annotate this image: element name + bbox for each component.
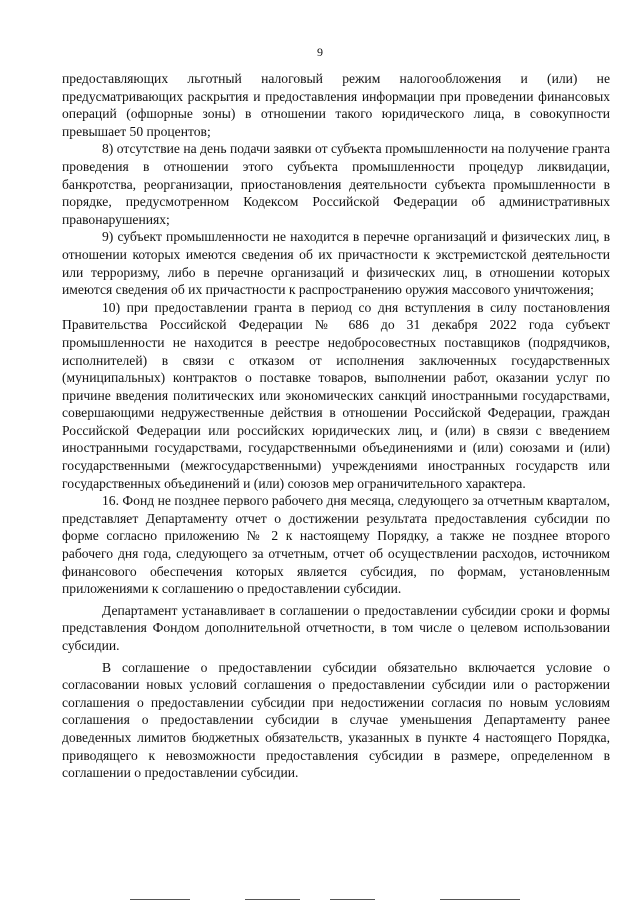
page-number: 9 [317,45,323,59]
paragraph-item-10: 10) при предоставлении гранта в период со дня вступления в силу постановления Правительства Российской Федерации № 686 до 31 декабря 2022 года субъект промышленности не находится в реестре недобросовестных поставщиков (подрядчиков, исполнителей) в связи с отказом от исполнения заключенных государственных (муниципальных) контрактов о поставке товаров, выполнении работ, оказании услуг по причине введения политических или экономических санкций иностранными государствами, совершающими недружественные действия в отношении Российской Федерации, граждан Российской Федерации или российских юридических лиц, и (или) в связи с введением иностранными государствами, государственными объединениями и (или) союзами и (или) государственными (межгосударственными) учреждениями иностранных государств или государственных объединений и (или) союзов мер ограничительного характера. [62,299,610,491]
scan-artifact-line [440,899,520,900]
scan-artifact-line [330,899,375,900]
paragraph-agreement-condition: В соглашение о предоставлении субсидии обязательно включается условие о согласовании новых условий соглашения о предоставлении субсидии или о расторжении соглашения о предоставлении субсидии при недостижении согласия по новым условиям соглашения о предоставлении субсидии в случае уменьшения Департаменту ранее доведенных лимитов бюджетных обязательств, указанных в пункте 4 настоящего Порядка, приводящего к невозможности предоставления субсидии в размере, определенном в соглашении о предоставлении субсидии. [62,659,610,781]
paragraph-department-reporting: Департамент устанавливает в соглашении о предоставлении субсидии сроки и формы представления Фондом дополнительной отчетности, в том числе о целевом использовании субсидии. [62,602,610,653]
scan-artifact-line [130,899,190,900]
paragraph-item-9: 9) субъект промышленности не находится в перечне организаций и физических лиц, в отношении которых имеются сведения об их причастности к экстремистской деятельности или терроризму, либо в перечне организаций и физических лиц, в отношении которых имеются сведения об их причастности к распространению оружия массового уничтожения; [62,229,610,298]
paragraph-item-8: 8) отсутствие на день подачи заявки от субъекта промышленности на получение гранта проведения в отношении этого субъекта промышленности процедур ликвидации, банкротства, реорганизации, приостановления деятельности субъекта промышленности в порядке, предусмотренном Кодексом Российской Федерации об административных правонарушениях; [62,141,610,227]
scan-artifact-line [245,899,300,900]
document-body [62,70,610,782]
paragraph-clause-16: 16. Фонд не позднее первого рабочего дня месяца, следующего за отчетным кварталом, представляет Департаменту отчет о достижении результата предоставления субсидии по форме согласно приложению № 2 к настоящему Порядку, а также не позднее второго рабочего дня года, следующего за отчетным, отчет об осуществлении расходов, источником финансового обеспечения которых является субсидия, по формам, установленным приложениями к соглашению о предоставлении субсидии. [62,493,610,597]
paragraph-continuation: предоставляющих льготный налоговый режим налогообложения и (или) не предусматривающих раскрытия и предоставления информации при проведении финансовых операций (офшорные зоны) в отношении такого юридического лица, в совокупности превышает 50 процентов; [62,71,610,139]
